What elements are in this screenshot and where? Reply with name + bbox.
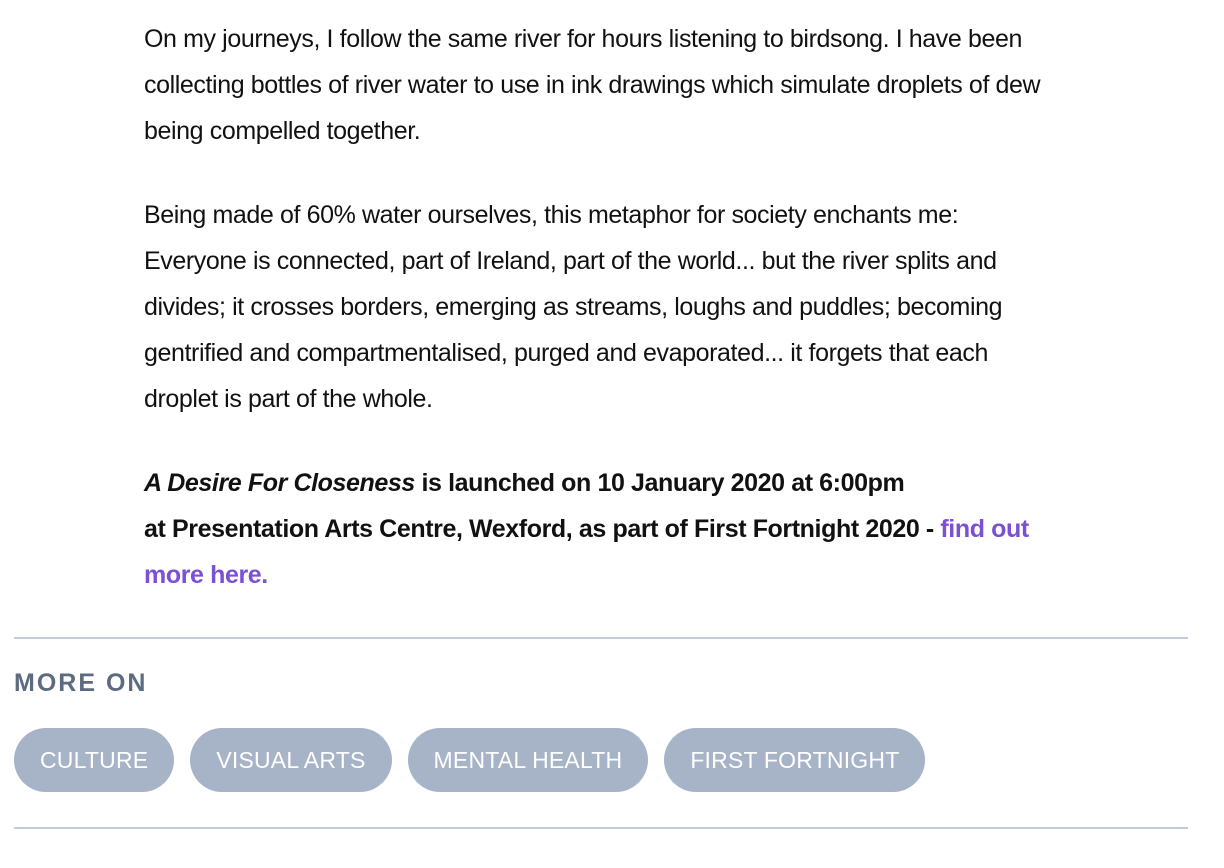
exhibition-title: A Desire For Closeness (144, 469, 415, 497)
section-divider (14, 827, 1188, 829)
tag-visual-arts[interactable]: VISUAL ARTS (190, 728, 391, 792)
launch-date-text: is launched on 10 January 2020 at 6:00pm (414, 469, 905, 497)
article-paragraph: Being made of 60% water ourselves, this metaphor for society enchants me: Everyone is connected, part of Ireland, part of the world... but the river splits and divides; it crosses borders, emerging as streams, loughs and puddles; becoming gentrified and compartmentalised, purged and evaporated... it forgets that each droplet is part of the whole. (144, 201, 1003, 413)
tag-mental-health[interactable]: MENTAL HEALTH (408, 728, 649, 792)
section-divider (14, 637, 1188, 639)
tag-first-fortnight[interactable]: FIRST FORTNIGHT (664, 728, 925, 792)
launch-details (144, 460, 1064, 598)
tag-list (14, 728, 925, 792)
article-paragraph: On my journeys, I follow the same river for hours listening to birdsong. I have been collecting bottles of river water to use in ink drawings which simulate droplets of dew being compelled together. (144, 25, 1041, 145)
tag-culture[interactable]: CULTURE (14, 728, 174, 792)
more-on-heading: MORE ON (14, 669, 148, 697)
launch-venue-text: at Presentation Arts Centre, Wexford, as part of First Fortnight 2020 - (144, 515, 941, 543)
find-out-more-link[interactable]: find out more here. (144, 515, 1029, 589)
article-body (144, 16, 1064, 598)
